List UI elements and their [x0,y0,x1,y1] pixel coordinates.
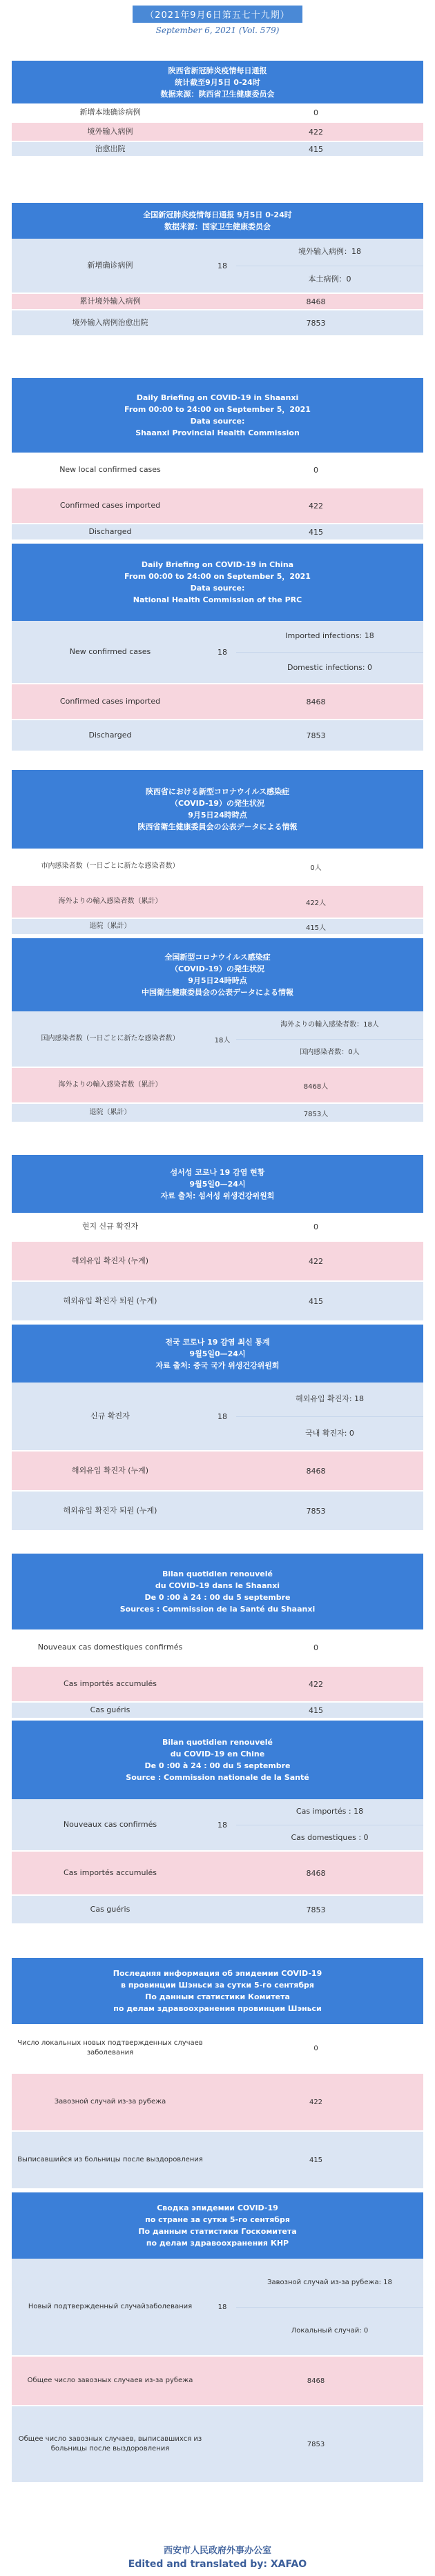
table-row [12,849,423,886]
row-value: 7853 [306,1905,326,1914]
row-label: Выписавшийся из больницы после выздоровления [17,2156,203,2163]
row-label: Nouveaux cas domestiques confirmés [37,1643,183,1652]
heading-line: Bilan quotidien renouvelé [162,1738,273,1747]
heading-line: 陝西省における新型コロナウイルス感染症 [145,787,290,796]
table-row [12,2132,423,2190]
table-row [12,310,423,337]
table-row [12,142,423,157]
imported-count: 해외유입 확진자: 18 [236,1383,423,1417]
row-label: 신규 확진자 [90,1411,130,1420]
fr-china-heading [12,1721,423,1799]
new-cases-total: 18 [218,1411,227,1421]
new-cases-row [12,2259,423,2357]
heading-line: 数据来源：陕西省卫生健康委员会 [160,89,275,99]
heading-line: Сводка эпидемии COVID-19 [157,2203,278,2212]
row-label: 해외유입 확진자 (누계) [71,1466,149,1475]
table-row [12,2024,423,2074]
table-row [12,1896,423,1925]
new-cases-breakdown [236,621,423,683]
new-cases-breakdown [236,1383,423,1450]
heading-line: Data source: [190,417,245,426]
row-value: 415 [309,527,323,537]
row-label: 新增确诊病例 [87,261,133,270]
heading-line: по делам здравоохранения КНР [146,2239,289,2248]
heading-line: 9月5日24時時点 [188,811,247,820]
domestic-count: Domestic infections: 0 [287,662,373,672]
heading-line: du COVID-19 en Chine [170,1750,265,1758]
row-value: 0 [313,2044,318,2052]
imported-count: Cas importés : 18 [236,1799,423,1825]
new-cases-total: 18人 [214,1036,231,1044]
row-label: Nouveaux cas confirmés [63,1820,157,1829]
table-row [12,1452,423,1492]
row-value: 422人 [305,899,327,907]
row-value: 8468 [306,1466,326,1476]
row-value: 8468人 [303,1082,329,1091]
row-value: 415 [309,1705,323,1715]
imported-count: 海外よりの輸入感染者数：18人 [236,1011,423,1040]
table-row [12,1282,423,1322]
heading-line: по стране за сутки 5-го сентября [145,2215,290,2224]
new-cases-total: 18 [218,647,227,657]
table-row [12,1213,423,1242]
ja-shaanxi-heading [12,770,423,849]
table-row [12,684,423,720]
bulletin-footer [0,2543,435,2570]
row-label: Cas importés accumulés [63,1679,157,1688]
heading-line: （COVID-19）の発生状況 [171,964,264,973]
table-row [12,2406,423,2484]
heading-line: Source : Commission nationale de la Santé [126,1773,309,1782]
heading-line: 数据来源：国家卫生健康委员会 [164,222,271,231]
heading-line: 陕西省新冠肺炎疫情每日通报 [168,66,267,75]
new-cases-row [12,1799,423,1852]
new-cases-row [12,621,423,684]
heading-line: Daily Briefing on COVID-19 in Shaanxi [136,393,299,402]
row-value: 8468 [306,1868,326,1878]
ru-shaanxi-heading [12,1958,423,2024]
ru-china-heading [12,2192,423,2259]
heading-line: Последняя информация об эпидемии COVID-19 [113,1969,322,1978]
heading-line: По данным статистики Госкомитета [138,2227,297,2236]
row-label: 현지 신규 확진자 [81,1222,139,1231]
heading-line: Daily Briefing on COVID-19 in China [141,560,294,569]
new-cases-total: 18 [218,2303,227,2311]
row-label: Завозной случай из-за рубежа [54,2098,166,2106]
row-value: 7853 [306,1506,326,1516]
row-label: 海外よりの輸入感染者数（累計） [58,898,162,905]
row-label: 治愈出院 [95,144,126,153]
row-value: 0 [313,1222,318,1231]
row-value: 7853 [307,2440,325,2448]
row-value: 7853 [306,731,326,740]
ko-china-heading [12,1325,423,1383]
new-cases-row [12,1011,423,1068]
row-label: 海外よりの輸入感染者数（累計） [58,1081,162,1089]
row-value: 415 [309,144,323,154]
new-cases-breakdown [236,2259,423,2355]
heading-line: Bilan quotidien renouvelé [162,1569,273,1578]
row-label: New confirmed cases [69,647,151,656]
row-label: Новый подтвержденный случайзаболевания [28,2303,193,2310]
heading-line: De 0 :00 à 24 : 00 du 5 septembre [144,1593,291,1602]
heading-line: （COVID-19）の発生状況 [171,799,264,808]
row-label: 国内感染者数（一日ごとに新たな感染者数） [41,1035,180,1042]
en-china-card [12,544,423,752]
row-value: 7853人 [303,1110,329,1118]
row-label: Confirmed cases imported [59,697,161,706]
row-value: 7853 [306,318,326,328]
row-label: 해외유입 확진자 (누계) [71,1256,149,1265]
heading-line: du COVID-19 dans le Shaanxi [155,1581,280,1590]
row-label: 市内感染者数（一日ごとに新たな感染者数） [41,862,180,870]
table-row [12,294,423,310]
table-row [12,524,423,541]
row-value: 0 [313,108,318,117]
row-label: 해외유입 확진자 퇴원 (누계) [63,1506,157,1515]
heading-line: 자료 출처: 섬서성 위생건강위원회 [160,1191,275,1200]
new-cases-breakdown [236,239,423,293]
row-value: 0 [313,465,318,475]
fr-shaanxi-card [12,1554,423,1719]
row-label: Cas guéris [90,1705,130,1714]
ko-china-card [12,1325,423,1532]
imported-count: 境外输入病例：18 [236,239,423,266]
fr-shaanxi-heading [12,1554,423,1629]
table-row [12,123,423,142]
ru-china-card [12,2192,423,2484]
row-label: New local confirmed cases [59,465,161,474]
row-value: 415 [309,2156,323,2164]
fr-china-card [12,1721,423,1925]
en-china-heading [12,544,423,621]
ru-shaanxi-card [12,1958,423,2190]
domestic-count: Cas domestiques : 0 [291,1832,369,1842]
table-row [12,1667,423,1703]
heading-line: From 00:00 to 24:00 on September 5，2021 [124,572,311,581]
table-row [12,2357,423,2406]
row-value: 8468 [307,2377,325,2385]
table-row [12,1242,423,1282]
table-row [12,488,423,524]
row-label: 境外输入病例 [87,127,133,136]
row-value: 422 [309,2098,323,2106]
row-label: Общее число завозных случаев, выписавшихся из больницы после выздоровления [18,2435,202,2453]
row-label: Cas importés accumulés [63,1868,157,1877]
heading-line: по делам здравоохранения провинции Шэньси [113,2004,322,2013]
row-value: 422 [309,1679,323,1689]
row-value: 415人 [305,924,327,932]
heading-line: в провинции Шэньси за сутки 5-го сентября [121,1981,314,1990]
domestic-count: Локальный случай: 0 [291,2327,369,2335]
ko-shaanxi-card [12,1155,423,1322]
row-value: 0 [313,1643,318,1652]
heading-line: 全国新冠肺炎疫情每日通报 9月5日 0-24时 [143,210,292,219]
domestic-count: 국내 확진자: 0 [305,1428,354,1438]
row-value: 0人 [310,864,322,872]
bulletin-header [0,0,435,35]
row-label: 해외유입 확진자 퇴원 (누계) [63,1296,157,1305]
row-label: 累计境外输入病例 [79,297,141,306]
issue-title: （2021年9月6日第五七十九期） [133,6,302,23]
row-label: Общее число завозных случаев из-за рубежа [27,2377,193,2384]
row-label: 退院（累計） [89,1109,131,1116]
heading-line: 자료 출처: 중국 국가 위생건강위원회 [155,1360,280,1370]
row-value: 8468 [306,697,326,706]
table-row [12,1852,423,1896]
heading-line: Data source: [190,584,245,593]
imported-count: Завозной случай из-за рубежа: 18 [236,2259,423,2308]
heading-line: 섬서성 코로나 19 감염 현황 [170,1167,265,1177]
heading-line: Shaanxi Provincial Health Commission [135,428,300,437]
table-row [12,1629,423,1667]
heading-line: 中国衛生健康委員会の公表データによる情報 [142,988,293,997]
row-value: 422 [309,501,323,511]
heading-line: По данным статистики Комитета [145,1992,290,2001]
heading-line: National Health Commission of the PRC [133,595,302,604]
zh-shaanxi-heading [12,61,423,103]
en-shaanxi-heading [12,378,423,453]
row-label: 新增本地确诊病例 [79,108,141,117]
heading-line: Sources : Commission de la Santé du Shaanxi [119,1605,316,1614]
table-row [12,1104,423,1123]
row-value: 8468 [306,297,326,306]
imported-count: Imported infections: 18 [236,621,423,653]
table-row [12,103,423,123]
row-label: Discharged [88,527,132,536]
heading-line: De 0 :00 à 24 : 00 du 5 septembre [144,1761,291,1770]
table-row [12,1492,423,1532]
domestic-count: 国内感染者数：0人 [300,1049,360,1057]
row-value: 415 [309,1296,323,1306]
table-row [12,2074,423,2132]
new-cases-row [12,1383,423,1452]
row-label: Discharged [88,731,132,740]
zh-china-card [12,203,423,337]
table-row [12,886,423,919]
publisher-name: 西安市人民政府外事办公室 [163,2546,271,2556]
row-value: 422 [309,127,323,137]
row-label: Confirmed cases imported [59,501,161,510]
zh-china-heading [12,203,423,239]
row-label: Cas guéris [90,1905,130,1914]
table-row [12,1703,423,1719]
heading-line: 9월5일0—24시 [189,1179,246,1189]
row-label: 境外输入病例治愈出院 [72,318,148,327]
row-value: 422 [309,1256,323,1266]
table-row [12,453,423,488]
new-cases-total: 18 [218,261,227,270]
heading-line: 全国新型コロナウイルス感染症 [164,953,271,962]
ja-china-card [12,938,423,1123]
table-row [12,1068,423,1104]
ja-shaanxi-card [12,770,423,935]
heading-line: 陝西省衛生健康委員会の公表データによる情報 [137,822,298,831]
new-cases-row [12,239,423,294]
heading-line: 9月5日24時時点 [188,976,247,985]
row-label: 退院（累計） [89,922,131,930]
row-label: Число локальных новых подтвержденных случаев заболевания [17,2039,203,2057]
domestic-count: 本土病例：0 [308,274,351,284]
heading-line: 统计截至9月5日 0-24时 [175,77,260,87]
new-cases-total: 18 [218,1820,227,1830]
en-shaanxi-card [12,378,423,541]
heading-line: 전국 코로나 19 감염 최신 통계 [165,1337,270,1347]
zh-shaanxi-card [12,61,423,157]
issue-subtitle: September 6, 2021 (Vol. 579) [155,26,280,35]
ja-china-heading [12,938,423,1011]
table-row [12,720,423,752]
translator-credit: Edited and translated by: XAFAO [128,2559,307,2570]
ko-shaanxi-heading [12,1155,423,1213]
heading-line: From 00:00 to 24:00 on September 5，2021 [124,405,311,414]
table-row [12,919,423,935]
heading-line: 9월5일0—24시 [189,1349,246,1358]
new-cases-breakdown [236,1799,423,1850]
new-cases-breakdown [236,1011,423,1067]
